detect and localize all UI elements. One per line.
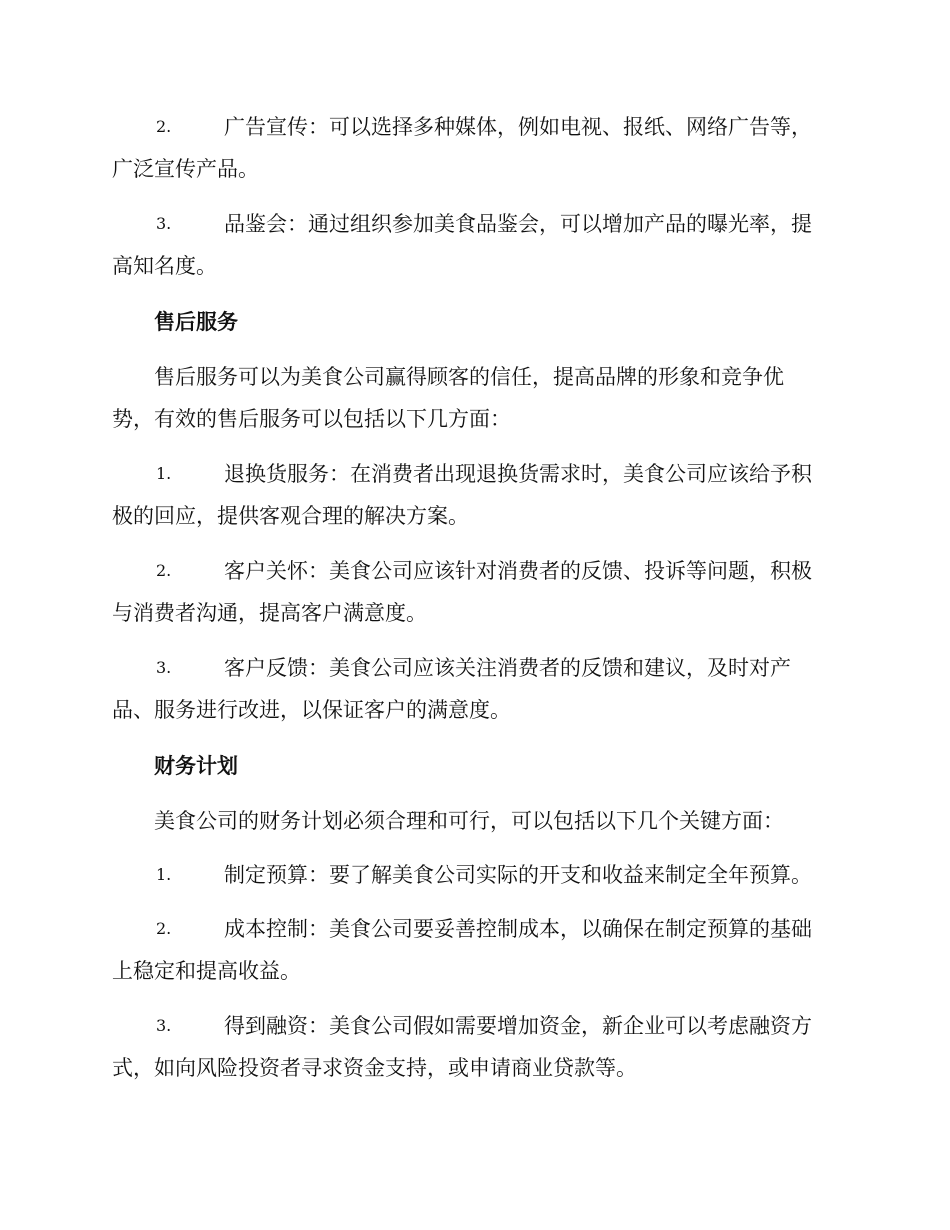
list-number: 3. bbox=[156, 658, 172, 677]
list-number: 1. bbox=[156, 464, 172, 483]
list-item-text-cont: 式，如向风险投资者寻求资金支持，或申请商业贷款等。 bbox=[112, 1056, 637, 1080]
list-item-text-cont: 广泛宣传产品。 bbox=[112, 157, 259, 181]
list-item-text: 客户反馈：美食公司应该关注消费者的反馈和建议，及时对产 bbox=[224, 656, 791, 680]
list-item-text: 得到融资：美食公司假如需要增加资金，新企业可以考虑融资方 bbox=[224, 1014, 812, 1038]
paragraph bbox=[112, 356, 838, 440]
list-number: 2. bbox=[156, 117, 172, 136]
list-item bbox=[112, 908, 838, 992]
list-number: 2. bbox=[156, 919, 172, 938]
list-number: 3. bbox=[156, 214, 172, 233]
list-item-text: 退换货服务：在消费者出现退换货需求时，美食公司应该给予积 bbox=[224, 462, 812, 486]
list-number: 1. bbox=[156, 865, 172, 884]
list-item-text: 成本控制：美食公司要妥善控制成本，以确保在制定预算的基础 bbox=[224, 917, 812, 941]
list-item bbox=[112, 1005, 838, 1089]
list-item bbox=[112, 550, 838, 634]
list-item bbox=[112, 854, 838, 896]
list-item bbox=[112, 106, 838, 190]
paragraph-text: 美食公司的财务计划必须合理和可行，可以包括以下几个关键方面： bbox=[154, 809, 784, 833]
paragraph-text-cont: 势，有效的售后服务可以包括以下几方面： bbox=[112, 407, 511, 431]
list-number: 3. bbox=[156, 1016, 172, 1035]
list-item-text: 广告宣传：可以选择多种媒体，例如电视、报纸、网络广告等， bbox=[224, 115, 812, 139]
list-item-text: 客户关怀：美食公司应该针对消费者的反馈、投诉等问题，积极 bbox=[224, 559, 812, 583]
list-item-text-cont: 上稳定和提高收益。 bbox=[112, 959, 301, 983]
section-heading: 售后服务 bbox=[154, 310, 238, 334]
section-heading: 财务计划 bbox=[154, 754, 238, 778]
list-item-text: 品鉴会：通过组织参加美食品鉴会，可以增加产品的曝光率，提 bbox=[224, 212, 812, 236]
list-item-text: 制定预算：要了解美食公司实际的开支和收益来制定全年预算。 bbox=[224, 863, 812, 887]
paragraph bbox=[112, 800, 838, 842]
list-number: 2. bbox=[156, 561, 172, 580]
list-item bbox=[112, 647, 838, 731]
list-item bbox=[112, 453, 838, 537]
list-item bbox=[112, 203, 838, 287]
list-item-text-cont: 品、服务进行改进，以保证客户的满意度。 bbox=[112, 698, 511, 722]
list-item-text-cont: 极的回应，提供客观合理的解决方案。 bbox=[112, 504, 469, 528]
list-item-text-cont: 与消费者沟通，提高客户满意度。 bbox=[112, 601, 427, 625]
paragraph-text: 售后服务可以为美食公司赢得顾客的信任，提高品牌的形象和竞争优 bbox=[154, 365, 784, 389]
list-item-text-cont: 高知名度。 bbox=[112, 254, 217, 278]
